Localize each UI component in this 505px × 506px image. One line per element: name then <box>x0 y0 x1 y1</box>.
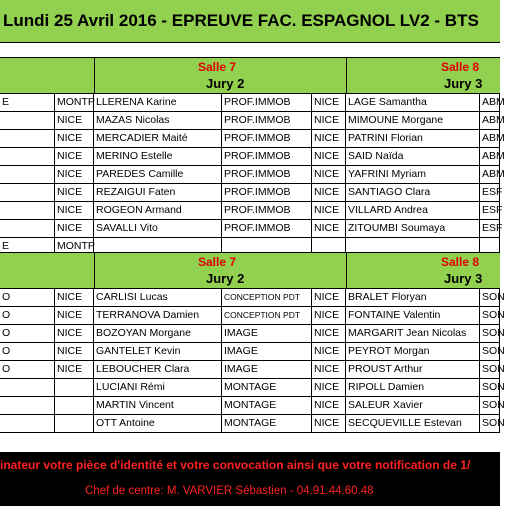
cell-c1: NICE <box>55 307 94 324</box>
cell-c0 <box>0 112 55 129</box>
cell-t2: SON <box>480 289 500 306</box>
cell-type: PROF.IMMOB <box>222 184 312 201</box>
cell-type: PROF.IMMOB <box>222 202 312 219</box>
cell-city: NICE <box>312 148 346 165</box>
table-row <box>0 112 505 130</box>
footer-contact: Chef de centre: M. VARVIER Sébastien - 04.91.44.60.48 <box>85 485 374 497</box>
cell-name2: PROUST Arthur <box>346 361 480 378</box>
cell-t2: ABM <box>480 130 500 147</box>
cell-city: NICE <box>312 343 346 360</box>
cell-c1: NICE <box>55 220 94 237</box>
cell-name: LUCIANI Rémi <box>94 379 222 396</box>
table-row <box>0 379 505 397</box>
cell-name2: MARGARIT Jean Nicolas <box>346 325 480 342</box>
cell-c0: O <box>0 307 55 324</box>
table-row <box>0 289 505 307</box>
cell-city: NICE <box>312 112 346 129</box>
cell-type: CONCEPTION PDT <box>222 289 312 306</box>
cell-c1: NICE <box>55 112 94 129</box>
cell-c0 <box>0 184 55 201</box>
cell-city: NICE <box>312 325 346 342</box>
cell-name2: FONTAINE Valentin <box>346 307 480 324</box>
cell-t2: SON <box>480 415 500 432</box>
cell-c0: O <box>0 289 55 306</box>
cell-name: REZAIGUI Faten <box>94 184 222 201</box>
cell-type: MONTAGE <box>222 379 312 396</box>
table-row <box>0 148 505 166</box>
table-row <box>0 166 505 184</box>
cell-c1: NICE <box>55 325 94 342</box>
cell-t2: SON <box>480 397 500 414</box>
cell-c1: NICE <box>55 289 94 306</box>
cell-name: GANTELET Kevin <box>94 343 222 360</box>
jury-label: Jury 3 <box>444 271 483 286</box>
cell-name: OTT Antoine <box>94 415 222 432</box>
cell-city: NICE <box>312 166 346 183</box>
jury-label: Jury 2 <box>206 271 245 286</box>
table-row <box>0 343 505 361</box>
cell-name: LLERENA Karine <box>94 94 222 111</box>
cell-c0 <box>0 130 55 147</box>
table-row <box>0 415 505 433</box>
cell-type: PROF.IMMOB <box>222 130 312 147</box>
cell-t2: SON <box>480 325 500 342</box>
cell-c1: NICE <box>55 202 94 219</box>
table-row <box>0 130 505 148</box>
cell-c1: NICE <box>55 343 94 360</box>
cell-name: MAZAS Nicolas <box>94 112 222 129</box>
cell-t2: SON <box>480 361 500 378</box>
cell-t2: SON <box>480 379 500 396</box>
salle-label: Salle 8 <box>441 255 480 269</box>
cell-type: IMAGE <box>222 361 312 378</box>
cell-t2: SON <box>480 343 500 360</box>
cell-name2: ZITOUMBI Soumaya <box>346 220 480 237</box>
jury-label: Jury 3 <box>444 76 483 91</box>
header-divider <box>346 58 347 93</box>
cell-type: PROF.IMMOB <box>222 112 312 129</box>
cell-name: MARTIN Vincent <box>94 397 222 414</box>
cell-c0 <box>0 415 55 432</box>
cell-c1: NICE <box>55 130 94 147</box>
cell-t2: ABM <box>480 94 500 111</box>
cell-name: SAVALLI Vito <box>94 220 222 237</box>
cell-c0: O <box>0 343 55 360</box>
cell-type: PROF.IMMOB <box>222 166 312 183</box>
table-row <box>0 325 505 343</box>
table-row <box>0 397 505 415</box>
page-title <box>0 0 500 43</box>
cell-name: CARLISI Lucas <box>94 289 222 306</box>
cell-name2: MIMOUNE Morgane <box>346 112 480 129</box>
header-divider <box>346 253 347 288</box>
cell-t2: SON <box>480 307 500 324</box>
cell-name: BOZOYAN Morgane <box>94 325 222 342</box>
cell-city: NICE <box>312 220 346 237</box>
cell-name2: SAID Naïda <box>346 148 480 165</box>
table-row <box>0 361 505 379</box>
cell-name: TERRANOVA Damien <box>94 307 222 324</box>
cell-city: NICE <box>312 130 346 147</box>
cell-t2: ESF <box>480 220 500 237</box>
cell-type: MONTAGE <box>222 415 312 432</box>
section2-header <box>0 252 500 289</box>
table-row <box>0 220 503 238</box>
cell-c1 <box>55 415 94 432</box>
section1-header <box>0 57 500 94</box>
cell-t2: ABM <box>480 148 500 165</box>
cell-t2: ABM <box>480 166 500 183</box>
cell-c0: E <box>0 238 55 255</box>
cell-c1: MONTP <box>55 238 94 255</box>
cell-name2: VILLARD Andrea <box>346 202 480 219</box>
table-row <box>0 184 503 202</box>
cell-city: NICE <box>312 184 346 201</box>
cell-city: NICE <box>312 397 346 414</box>
cell-t2: ABM <box>480 112 500 129</box>
cell-city: NICE <box>312 415 346 432</box>
header-divider <box>94 58 95 93</box>
cell-c1 <box>55 379 94 396</box>
cell-type: PROF.IMMOB <box>222 148 312 165</box>
table-row <box>0 94 505 112</box>
cell-city: NICE <box>312 379 346 396</box>
cell-c0 <box>0 220 55 237</box>
salle-label: Salle 8 <box>441 60 480 74</box>
salle-label: Salle 7 <box>198 60 237 74</box>
cell-name2: SALEUR Xavier <box>346 397 480 414</box>
cell-type: PROF.IMMOB <box>222 220 312 237</box>
cell-name2: SECQUEVILLE Estevan <box>346 415 480 432</box>
cell-type: IMAGE <box>222 325 312 342</box>
cell-c0 <box>0 166 55 183</box>
cell-name: LEBOUCHER Clara <box>94 361 222 378</box>
footer-notice: inateur votre pièce d'identité et votre convocation ainsi que votre notification de 1/ <box>0 458 471 472</box>
footer-banner <box>0 452 500 506</box>
jury-label: Jury 2 <box>206 76 245 91</box>
cell-name2: SANTIAGO Clara <box>346 184 480 201</box>
cell-c0 <box>0 379 55 396</box>
cell-type: PROF.IMMOB <box>222 94 312 111</box>
cell-c0 <box>0 202 55 219</box>
salle-label: Salle 7 <box>198 255 237 269</box>
cell-c1: NICE <box>55 184 94 201</box>
cell-c1 <box>55 397 94 414</box>
header-divider <box>94 253 95 288</box>
cell-name2: RIPOLL Damien <box>346 379 480 396</box>
cell-city: NICE <box>312 94 346 111</box>
cell-city: NICE <box>312 361 346 378</box>
cell-name: PAREDES Camille <box>94 166 222 183</box>
cell-c0 <box>0 397 55 414</box>
cell-name2: YAFRINI Myriam <box>346 166 480 183</box>
cell-type: MONTAGE <box>222 397 312 414</box>
cell-c1: MONTP <box>55 94 94 111</box>
cell-city: NICE <box>312 307 346 324</box>
cell-t2: ESF <box>480 184 500 201</box>
cell-name: MERCADIER Maité <box>94 130 222 147</box>
cell-c0: E <box>0 94 55 111</box>
cell-c0: O <box>0 361 55 378</box>
cell-c0 <box>0 148 55 165</box>
cell-c1: NICE <box>55 148 94 165</box>
title-text: Lundi 25 Avril 2016 - EPREUVE FAC. ESPAGNOL LV2 - BTS <box>3 11 479 30</box>
cell-t2: ESF <box>480 202 500 219</box>
cell-c1: NICE <box>55 166 94 183</box>
table-row <box>0 307 505 325</box>
cell-name2: LAGE Samantha <box>346 94 480 111</box>
cell-name2: BRALET Floryan <box>346 289 480 306</box>
cell-name2: PATRINI Florian <box>346 130 480 147</box>
cell-name: ROGEON Armand <box>94 202 222 219</box>
cell-city: NICE <box>312 202 346 219</box>
cell-c0: O <box>0 325 55 342</box>
cell-city: NICE <box>312 289 346 306</box>
table-row <box>0 202 503 220</box>
cell-type: CONCEPTION PDT <box>222 307 312 324</box>
cell-type: IMAGE <box>222 343 312 360</box>
cell-name2: PEYROT Morgan <box>346 343 480 360</box>
cell-name: MERINO Estelle <box>94 148 222 165</box>
cell-c1: NICE <box>55 361 94 378</box>
